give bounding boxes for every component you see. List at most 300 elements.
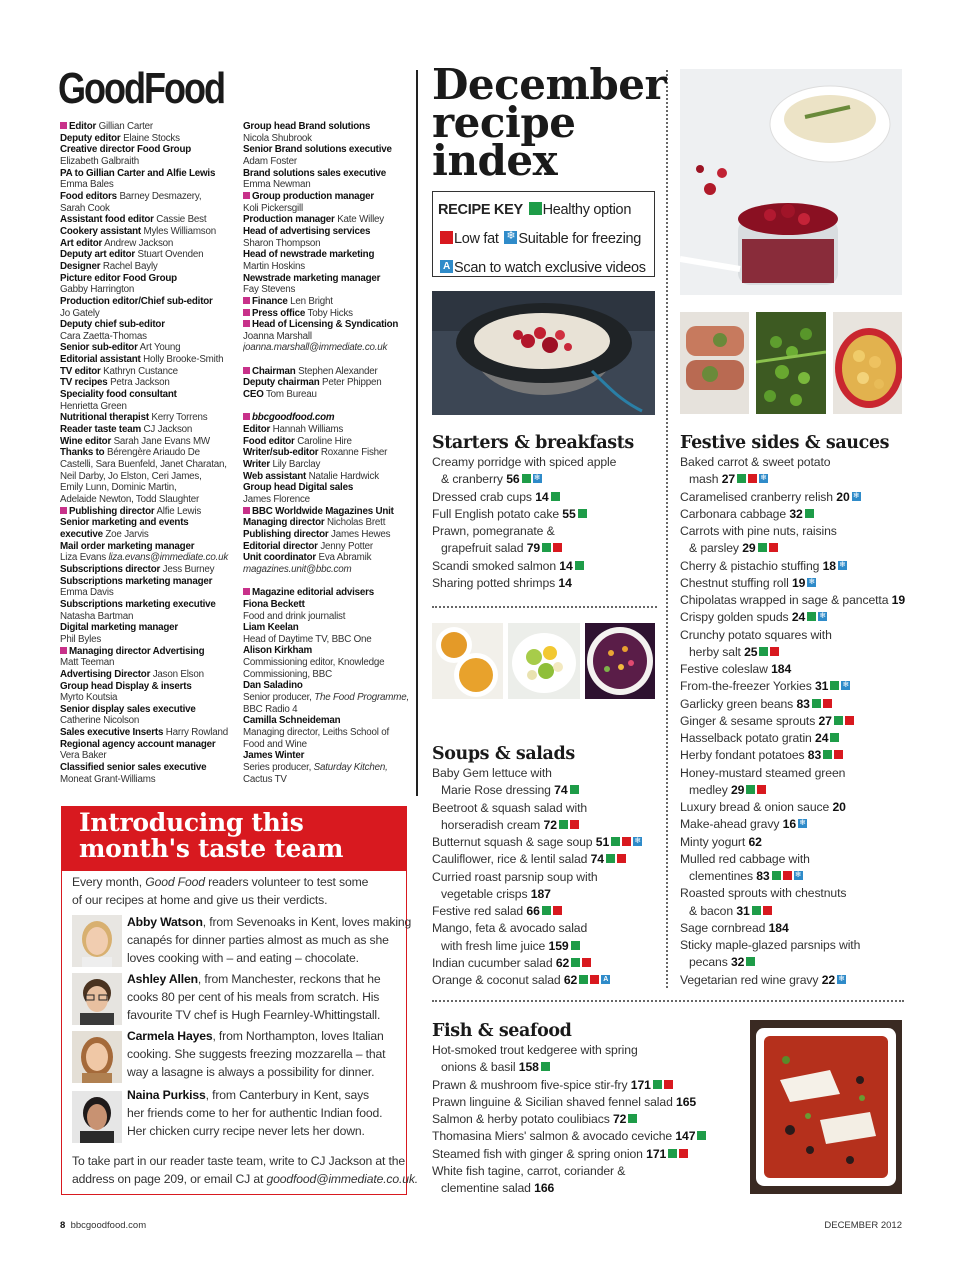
- footer-site[interactable]: bbcgoodfood.com: [70, 1220, 147, 1231]
- avocado-salad-photo: [508, 623, 580, 699]
- healthy-icon: [570, 785, 579, 794]
- recipe-name: clementine salad: [441, 1181, 535, 1195]
- recipe-item[interactable]: [680, 540, 905, 557]
- masthead-role: Head of Licensing & Syndication: [252, 319, 399, 331]
- low-fat-icon: [617, 854, 626, 863]
- masthead-line: [243, 657, 413, 669]
- low-fat-icon: [763, 906, 772, 915]
- recipe-item[interactable]: [680, 644, 905, 661]
- scan-video-icon: [601, 975, 610, 984]
- masthead-line: [243, 377, 413, 389]
- recipe-item[interactable]: [432, 558, 657, 575]
- recipe-name: Prawn, pomegranate &: [432, 524, 555, 538]
- masthead-role: Head of advertising services: [243, 225, 371, 237]
- potato-gratin-photo: [833, 312, 902, 414]
- masthead-name: Adam Foster: [243, 155, 297, 167]
- masthead-name: Jo Gately: [60, 307, 100, 319]
- recipe-item[interactable]: [432, 886, 664, 903]
- masthead-name: Holly Brooke-Smith: [140, 354, 224, 366]
- masthead-name: Food and Wine: [243, 738, 307, 750]
- member-text: way a lasagne is always a possibility for dinner.: [127, 1065, 375, 1080]
- masthead-role: Writer/sub-editor: [243, 447, 319, 459]
- masthead-role: Deputy chief sub-editor: [60, 319, 165, 331]
- masthead-name: Harry Rowland: [163, 727, 228, 739]
- recipe-item[interactable]: [432, 851, 664, 868]
- recipe-page: 165: [676, 1094, 697, 1109]
- recipe-name: Roasted sprouts with chestnuts: [680, 886, 847, 901]
- healthy-icon: [746, 957, 755, 966]
- masthead-name: Len Bright: [287, 295, 333, 307]
- masthead-line: [60, 739, 240, 751]
- masthead-role: Nutritional therapist: [60, 412, 149, 424]
- masthead-name: Myles Williamson: [141, 225, 216, 237]
- recipe-name: Steamed fish with ginger & spring onion: [432, 1146, 647, 1161]
- taste-team-email-link[interactable]: goodfood@immediate.co.uk.: [266, 1172, 419, 1187]
- recipe-item[interactable]: [432, 869, 664, 886]
- recipe-page: 25: [744, 644, 758, 659]
- masthead-line: [60, 576, 240, 588]
- recipe-page: 62: [563, 973, 578, 987]
- masthead-role: Head of newstrade marketing: [243, 249, 375, 261]
- masthead-bullet-icon: [243, 192, 250, 199]
- recipe-item[interactable]: [432, 1059, 742, 1076]
- member-name: Naina Purkiss: [127, 1088, 206, 1102]
- masthead-email: The Food Programme,: [314, 692, 409, 704]
- recipe-item[interactable]: [680, 506, 905, 523]
- separator-starters: [432, 606, 657, 608]
- section-heading-starters: Starters & breakfasts: [432, 433, 634, 453]
- masthead-role: Finance: [252, 295, 288, 307]
- masthead-email: magazines.unit@bbc.com: [243, 563, 352, 575]
- masthead-role: Creative director Food Group: [60, 144, 192, 156]
- masthead-role: Senior sub-editor: [60, 342, 138, 354]
- member-line: [127, 988, 380, 1006]
- masthead-role: Subscriptions director: [60, 563, 161, 575]
- masthead-bullet-icon: [243, 507, 250, 514]
- masthead-bullet-icon: [243, 297, 250, 304]
- masthead-line: [243, 144, 413, 156]
- recipe-item[interactable]: [680, 558, 905, 575]
- masthead-name: Managing director, Leiths School of: [243, 727, 390, 739]
- recipe-page: 166: [534, 1181, 555, 1195]
- recipe-item[interactable]: [432, 506, 657, 523]
- recipe-item[interactable]: [680, 609, 905, 626]
- recipe-item[interactable]: [432, 489, 657, 506]
- freezing-icon: [838, 561, 847, 570]
- recipe-item[interactable]: [680, 851, 905, 868]
- masthead-role: Editorial director: [243, 540, 318, 552]
- recipe-name: Sticky maple-glazed parsnips with: [680, 938, 861, 952]
- masthead-line: [60, 284, 240, 296]
- squash-soup-photo: [432, 623, 503, 699]
- masthead-role: Wine editor: [60, 435, 112, 447]
- recipe-name: & cranberry: [441, 472, 507, 487]
- freezing-icon: [852, 492, 861, 501]
- masthead-line: [60, 459, 240, 471]
- masthead-line: [60, 249, 240, 261]
- healthy-icon: [542, 543, 551, 552]
- member-name: Abby Watson: [127, 915, 203, 929]
- low-fat-icon: [757, 785, 766, 794]
- masthead-line: [243, 424, 413, 436]
- recipe-name: grapefruit salad: [441, 541, 527, 556]
- recipe-item[interactable]: [680, 747, 905, 764]
- recipe-item[interactable]: [432, 1128, 742, 1145]
- masthead-name: Kerry Torrens: [148, 412, 208, 424]
- recipe-name: Mango, feta & avocado salad: [432, 921, 588, 936]
- masthead-role: Senior Brand solutions executive: [243, 144, 392, 156]
- masthead-name: Kathryn Custance: [100, 365, 178, 377]
- recipe-name: Chipolatas wrapped in sage & pancetta: [680, 593, 892, 607]
- freezing-icon: [807, 578, 816, 587]
- porridge-photo: [432, 291, 655, 415]
- recipe-name: & bacon: [689, 903, 737, 918]
- masthead-line: [60, 401, 240, 413]
- masthead-line: [60, 261, 240, 273]
- recipe-page: 14: [559, 558, 573, 573]
- masthead-bullet-icon: [60, 647, 67, 654]
- recipe-item[interactable]: [680, 454, 905, 471]
- masthead-line: [243, 482, 413, 494]
- recipe-page: 74: [590, 852, 604, 867]
- masthead-name: Henrietta Green: [60, 400, 127, 412]
- member-line: [127, 1063, 385, 1081]
- masthead-line: [60, 482, 240, 494]
- masthead-line: [243, 121, 413, 133]
- healthy-icon: [579, 975, 588, 984]
- freezing-label: Suitable for freezing: [518, 231, 642, 247]
- masthead-line: [60, 552, 240, 564]
- masthead-email: Saturday Kitchen,: [313, 762, 388, 774]
- recipe-item[interactable]: [680, 920, 905, 937]
- recipe-page: 14: [535, 489, 549, 504]
- carmela-hayes-photo: [72, 1031, 122, 1083]
- recipe-page: 31: [815, 679, 829, 694]
- recipe-name: Baby Gem lettuce with: [432, 766, 552, 780]
- recipe-item[interactable]: [680, 713, 905, 730]
- recipe-page: 14: [558, 575, 572, 590]
- masthead-line: [60, 424, 240, 436]
- masthead-line: [60, 203, 240, 215]
- recipe-item[interactable]: [680, 885, 905, 902]
- recipe-item[interactable]: [432, 972, 664, 989]
- recipe-item[interactable]: [680, 782, 905, 799]
- masthead-name: Caroline Hire: [294, 435, 352, 447]
- recipe-item[interactable]: [432, 454, 657, 471]
- masthead-line: [60, 541, 240, 553]
- masthead-name: Natasha Bartman: [60, 610, 134, 622]
- low-fat-icon: [769, 543, 778, 552]
- recipe-name: White fish tagine, carrot, coriander &: [432, 1163, 626, 1178]
- healthy-icon: [541, 1062, 550, 1071]
- recipe-item[interactable]: [432, 834, 664, 851]
- recipe-page: 22: [821, 972, 836, 987]
- recipe-page: 51: [595, 835, 610, 849]
- recipe-item[interactable]: [432, 1077, 742, 1094]
- taste-team-intro: Every month, Good Food readers volunteer to test some of our recipes at home and give us their verdicts.: [72, 875, 369, 908]
- recipe-page: 55: [562, 506, 576, 521]
- masthead-role: Writer: [243, 459, 270, 470]
- masthead-line: [60, 750, 240, 762]
- masthead-role: executive: [60, 528, 103, 540]
- recipe-item[interactable]: [680, 523, 905, 540]
- masthead-role: Fiona Beckett: [243, 598, 305, 610]
- masthead-name: Koli Pickersgill: [243, 202, 303, 214]
- masthead-line: [243, 715, 413, 727]
- healthy-icon: [571, 941, 580, 950]
- recipe-item[interactable]: [680, 765, 905, 782]
- recipe-name: Curried roast parsnip soup with: [432, 869, 598, 884]
- index-title: December recipe index: [432, 60, 667, 185]
- recipe-name: Prawn & mushroom five-spice stir-fry: [432, 1077, 631, 1092]
- masthead-name: James Hewes: [328, 528, 391, 540]
- recipe-item[interactable]: [680, 696, 905, 713]
- healthy-icon: [697, 1131, 706, 1140]
- recipe-page: 19: [791, 575, 806, 590]
- recipe-item[interactable]: [680, 937, 905, 954]
- masthead-line: [243, 552, 413, 564]
- recipe-item[interactable]: [680, 627, 905, 644]
- low-fat-icon: [664, 1080, 673, 1089]
- recipe-item[interactable]: [432, 817, 664, 834]
- member-text: cooking. She suggests freezing mozzarella – that: [127, 1047, 386, 1062]
- low-fat-icon: [553, 543, 562, 552]
- masthead-line: [243, 168, 413, 180]
- masthead-line: [243, 412, 413, 424]
- member-text: Her chicken curry recipe never lets her down.: [127, 1124, 365, 1139]
- masthead-role: Designer: [60, 260, 101, 272]
- masthead-name: Liza Evans: [60, 552, 109, 564]
- masthead-email: liza.evans@immediate.co.uk: [108, 552, 229, 564]
- masthead-line: [243, 541, 413, 553]
- recipe-item[interactable]: [432, 782, 664, 799]
- masthead-line: [243, 564, 413, 576]
- recipe-item[interactable]: [680, 816, 905, 833]
- recipe-item[interactable]: [432, 523, 657, 540]
- masthead-role: Reader taste team: [60, 424, 142, 436]
- recipe-item[interactable]: [432, 1094, 742, 1111]
- recipe-item[interactable]: [432, 1042, 742, 1059]
- masthead-line: [243, 296, 413, 308]
- recipe-page: 62: [748, 834, 762, 849]
- recipe-page: 24: [815, 731, 829, 745]
- recipe-name: Minty yogurt: [680, 834, 749, 849]
- recipe-item[interactable]: [432, 955, 664, 972]
- taste-team-member-naina: [127, 1086, 382, 1141]
- masthead-role: Food editors: [60, 190, 117, 202]
- recipe-item[interactable]: [432, 471, 657, 488]
- masthead-line: [60, 226, 240, 238]
- masthead-name: Zoe Jarvis: [102, 528, 149, 540]
- masthead-line: [60, 564, 240, 576]
- recipe-item[interactable]: [680, 489, 905, 506]
- recipe-item[interactable]: [680, 799, 905, 816]
- masthead-role: Deputy editor: [60, 132, 121, 144]
- masthead-bullet-icon: [60, 507, 67, 514]
- masthead-bullet-icon: [243, 367, 250, 374]
- masthead-name: Sharon Thompson: [243, 237, 321, 249]
- recipe-item[interactable]: [680, 868, 905, 885]
- masthead-name: Jess Burney: [160, 563, 215, 575]
- masthead-spacer: [243, 401, 413, 413]
- masthead-line: [60, 308, 240, 320]
- masthead-name: Emma Bales: [60, 179, 114, 191]
- masthead-role: Production manager: [243, 214, 335, 226]
- recipe-item[interactable]: [432, 1146, 742, 1163]
- recipe-item[interactable]: [680, 954, 905, 971]
- healthy-icon: [606, 854, 615, 863]
- healthy-icon: [578, 509, 587, 518]
- recipe-item[interactable]: [432, 800, 664, 817]
- recipe-name: Festive red salad: [432, 904, 527, 918]
- healthy-icon: [805, 509, 814, 518]
- masthead-name: Elizabeth Galbraith: [60, 155, 139, 167]
- recipe-item[interactable]: [680, 972, 905, 989]
- recipe-item[interactable]: [432, 1163, 742, 1180]
- masthead-role: Production editor/Chief sub-editor: [60, 295, 213, 307]
- recipe-item[interactable]: [432, 903, 664, 920]
- healthy-icon: [668, 1149, 677, 1158]
- recipe-item[interactable]: [680, 678, 905, 695]
- masthead-line: [243, 506, 413, 518]
- freezing-icon: [533, 474, 542, 483]
- masthead-line: [243, 273, 413, 285]
- freezing-icon: [759, 474, 768, 483]
- recipe-item[interactable]: [432, 1111, 742, 1128]
- recipe-item[interactable]: [680, 834, 905, 851]
- low-fat-icon: [748, 474, 757, 483]
- recipe-item[interactable]: [680, 592, 905, 609]
- masthead-name: Matt Teeman: [60, 657, 115, 669]
- fish-recipe-list: [432, 1042, 742, 1197]
- recipe-item[interactable]: [680, 661, 905, 678]
- healthy-icon: [737, 474, 746, 483]
- masthead-line: [243, 191, 413, 203]
- masthead-name: Andrew Jackson: [102, 237, 174, 249]
- recipe-item[interactable]: [432, 920, 664, 937]
- recipe-item[interactable]: [680, 575, 905, 592]
- masthead-role: Alison Kirkham: [243, 645, 313, 657]
- recipe-name: Mulled red cabbage with: [680, 851, 810, 866]
- masthead-role: Cookery assistant: [60, 225, 141, 237]
- masthead-role: Group production manager: [252, 190, 375, 202]
- naina-purkiss-photo: [72, 1091, 122, 1143]
- masthead-line: [60, 599, 240, 611]
- masthead-line: [243, 762, 413, 774]
- masthead-line: [60, 774, 240, 786]
- low-fat-icon: [440, 231, 453, 244]
- member-text: cooks 80 per cent of his meals from scratch. His: [127, 990, 380, 1005]
- masthead-line: [60, 331, 240, 343]
- masthead-name: Food and drink journalist: [243, 610, 346, 622]
- recipe-page: 147: [675, 1129, 696, 1144]
- masthead-name: Barney Desmazery,: [116, 190, 202, 202]
- masthead-line: [243, 622, 413, 634]
- recipe-item[interactable]: [680, 903, 905, 920]
- masthead-line: [243, 203, 413, 215]
- recipe-page: 18: [822, 558, 836, 573]
- masthead-line: [60, 634, 240, 646]
- relish-jar-photo: [680, 69, 902, 295]
- masthead-line: [60, 669, 240, 681]
- masthead-line: [60, 436, 240, 448]
- sides-recipe-list: [680, 454, 905, 989]
- healthy-icon: [529, 202, 542, 215]
- recipe-name: pecans: [689, 955, 731, 970]
- masthead-role: Publishing director: [69, 505, 155, 517]
- recipe-item[interactable]: [432, 938, 664, 955]
- masthead-role: Regional agency account manager: [60, 738, 216, 750]
- masthead-name: Gillian Carter: [96, 121, 153, 132]
- masthead-line: [60, 727, 240, 739]
- masthead-line: [60, 494, 240, 506]
- recipe-name: Indian cucumber salad: [432, 955, 556, 970]
- recipe-item[interactable]: [432, 765, 664, 782]
- recipe-item[interactable]: [680, 471, 905, 488]
- scan-video-icon: [440, 260, 453, 273]
- masthead-role: TV recipes: [60, 377, 108, 389]
- masthead-name: Alfie Lewis: [154, 505, 202, 517]
- masthead-line: [60, 296, 240, 308]
- masthead-role: Group head Display & inserts: [60, 680, 192, 692]
- masthead-line: [60, 144, 240, 156]
- masthead-role: TV editor: [60, 365, 101, 377]
- recipe-page: 74: [554, 783, 568, 798]
- low-fat-icon: [590, 975, 599, 984]
- masthead-line: [60, 762, 240, 774]
- masthead-line: [243, 599, 413, 611]
- masthead-name: CJ Jackson: [141, 424, 193, 436]
- masthead-role: Advertising Director: [60, 668, 151, 680]
- recipe-item[interactable]: [432, 575, 657, 592]
- recipe-page: 79: [526, 541, 541, 556]
- healthy-icon: [823, 750, 832, 759]
- masthead-line: [60, 611, 240, 623]
- recipe-name: Make-ahead gravy: [680, 817, 783, 832]
- masthead-line: [243, 133, 413, 145]
- masthead-name: Elaine Stocks: [120, 132, 180, 144]
- recipe-key: [432, 191, 655, 277]
- taste-team-member-abby: [127, 913, 411, 968]
- masthead-email: joanna.marshall@immediate.co.uk: [243, 342, 388, 354]
- healthy-icon: [611, 837, 620, 846]
- masthead-role: Liam Keelan: [243, 622, 299, 634]
- healthy-icon: [759, 647, 768, 656]
- recipe-name: horseradish cream: [441, 817, 544, 832]
- masthead-name: Commissioning editor, Knowledge: [243, 657, 385, 669]
- recipe-item[interactable]: [680, 730, 905, 747]
- recipe-item[interactable]: [432, 540, 657, 557]
- taste-team-member-ashley: [127, 970, 380, 1025]
- healthy-icon: [559, 820, 568, 829]
- freezing-icon: [798, 819, 807, 828]
- member-line: [127, 1006, 380, 1024]
- masthead-line: [243, 249, 413, 261]
- column-rule-dotted: [666, 70, 668, 988]
- masthead-line: [60, 681, 240, 693]
- masthead-name: Jason Elson: [150, 668, 204, 680]
- healthy-icon: [522, 474, 531, 483]
- masthead-line: [243, 471, 413, 483]
- masthead-role: Senior display sales executive: [60, 703, 196, 715]
- masthead-left-column: [60, 121, 240, 785]
- recipe-name: Caramelised cranberry relish: [680, 489, 837, 504]
- recipe-name: vegetable crisps: [441, 886, 531, 901]
- recipe-item[interactable]: [432, 1180, 742, 1197]
- masthead-line: [243, 331, 413, 343]
- recipe-name: Hasselback potato gratin: [680, 731, 816, 745]
- recipe-page: 66: [526, 904, 540, 918]
